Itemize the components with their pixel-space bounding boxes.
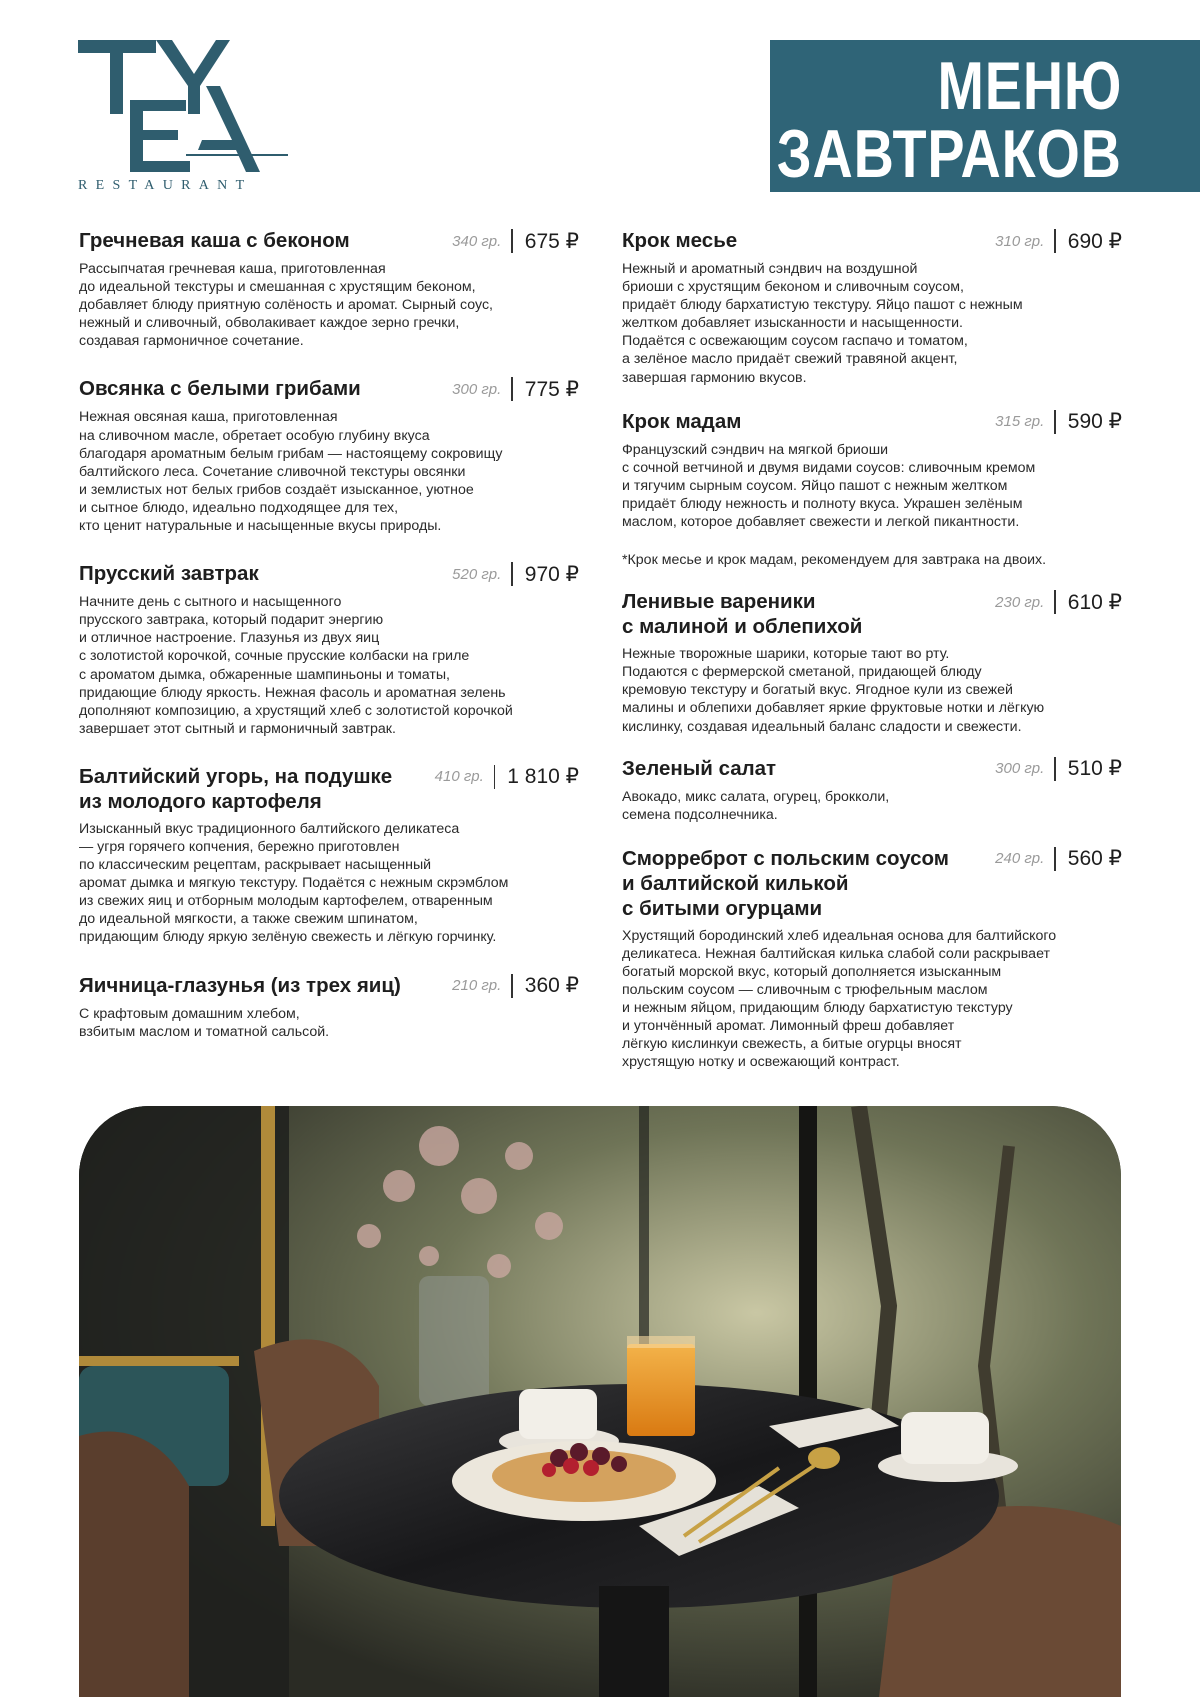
item-description: Рассыпчатая гречневая каша, приготовленная до идеальной текстуры и смешанная с хрустящим беконом, добавляет блюду приятную солёность и аромат. Сырный соус, нежный и сливочный, обволакивает каждое зерно гречки, создавая гармоничное сочетание. [79, 261, 494, 350]
item-weight: 340 гр. [452, 232, 502, 250]
item-price: 610 ₽ [1067, 590, 1122, 614]
menu-column-right [622, 228, 1122, 1072]
menu-item [79, 973, 579, 1041]
item-name: Балтийский угорь, на подушке из молодого картофеля [79, 764, 393, 813]
menu-item [79, 764, 579, 947]
item-weight: 410 гр. [434, 768, 484, 786]
divider [1054, 757, 1056, 781]
item-price: 970 ₽ [524, 562, 579, 586]
item-description: Изысканный вкус традиционного балтийского деликатеса — угря горячего копчения, бережно приготовлен по классическим рецептам, раскрывает насыщенный аромат дымка и мягкую текстуру. Подаётся с нежным скрэмблом из свежих яиц и отборным молодым картофелем, отваренным до идеальной мягкости, а также свежим шпинатом, придающим блюду яркую зелёную свежесть и лёгкую горчинку. [79, 820, 509, 946]
restaurant-logo [78, 38, 288, 198]
menu-item [622, 589, 1122, 735]
divider [511, 974, 513, 998]
item-description: Нежные творожные шарики, которые тают во рту. Подаются с фермерской сметаной, придающей блюду кремовую текстуру и богатый вкус. Ягодное кули из свежей малины и облепихи добавляет яркие фруктовые нотки и лёгкую кислинку, создавая идеальный баланс сладости и свежести. [622, 646, 1045, 735]
menu-item [622, 409, 1122, 531]
item-price: 590 ₽ [1067, 410, 1122, 434]
item-price: 360 ₽ [524, 974, 579, 998]
menu-title-banner [770, 40, 1200, 192]
item-description: Нежная овсяная каша, приготовленная на сливочном масле, обретает особую глубину вкуса благодаря ароматным белым грибам — настоящему сокровищу балтийского леса. Сочетание сливочной текстуры овсянки и землистых нот белых грибов создаёт изысканное, уютное и сытное блюдо, идеально подходящее для тех, кто ценит натуральные и насыщенные вкусы природы. [79, 409, 503, 535]
menu-title-line1: МЕНЮ [937, 48, 1122, 124]
item-price: 510 ₽ [1067, 757, 1122, 781]
item-weight: 315 гр. [995, 413, 1045, 431]
item-description: Начните день с сытного и насыщенного прусского завтрака, который подарит энергию и отличное настроение. Глазунья из двух яиц с золотистой корочкой, сочные прусские колбаски на гриле с ароматом дымка, обжаренные шампиньоны и томаты, придающие блюду яркость. Нежная фасоль и ароматная зелень дополняют композицию, а хрустящий хлеб с золотистой корочкой завершает этот сытный и гармоничный завтрак. [79, 594, 513, 737]
menu-item [79, 228, 579, 350]
item-description: Авокадо, микс салата, огурец, брокколи, семена подсолнечника. [622, 788, 890, 823]
item-name: Ленивые вареники с малиной и облепихой [622, 590, 863, 639]
recommendation-note: *Крок месье и крок мадам, рекомендуем для завтрака на двоих. [622, 552, 1047, 569]
item-price: 560 ₽ [1067, 847, 1122, 871]
divider [494, 765, 496, 789]
divider [1054, 590, 1056, 614]
divider [1054, 847, 1056, 871]
menu-item [622, 228, 1122, 387]
divider [1054, 410, 1056, 434]
item-name: Зеленый салат [622, 756, 777, 780]
item-weight: 300 гр. [452, 380, 502, 398]
item-price: 775 ₽ [524, 377, 579, 401]
divider [511, 377, 513, 401]
item-name: Гречневая каша с беконом [79, 229, 350, 252]
item-name: Сморреброт с польским соусом и балтийской килькой с битыми огурцами [622, 846, 949, 920]
item-description: Хрустящий бородинский хлеб идеальная основа для балтийского деликатеса. Нежная балтийская килька слабой соли раскрывает богатый морской вкус, который дополняется изысканным польским соусом — сливочным с трюфельным маслом и нежным яйцом, придающим блюду бархатистую текстуру и утончённый аромат. Лимонный фреш добавляет лёгкую кислинкуи свежесть, а битые огурцы вносят хрустящую нотку и освежающий контраст. [622, 927, 1057, 1071]
item-weight: 310 гр. [995, 232, 1045, 250]
item-price: 1 810 ₽ [507, 765, 579, 789]
menu-item [79, 376, 579, 535]
item-price: 690 ₽ [1067, 229, 1122, 253]
menu-item [622, 846, 1122, 1072]
logo-monogram-icon [78, 38, 288, 178]
logo-subtitle: RESTAURANT [78, 178, 253, 193]
cafe-table-illustration [79, 1106, 1121, 1697]
breakfast-table-photo [79, 1106, 1121, 1697]
item-name: Прусский завтрак [79, 562, 259, 586]
menu-column-left [79, 228, 579, 1041]
menu-title-line2: ЗАВТРАКОВ [776, 116, 1122, 192]
item-description: Нежный и ароматный сэндвич на воздушной бриоши с хрустящим беконом и сливочным соусом, придаёт блюду бархатистую текстуру. Яйцо пашот с нежным желтком добавляет изысканности и насыщенности. Подаётся с освежающим соусом гаспачо и томатом, а зелёное масло придаёт свежий травяной акцент, завершая гармонию вкусов. [622, 261, 1023, 386]
item-weight: 210 гр. [452, 977, 502, 995]
item-name: Крок месье [622, 229, 738, 252]
item-name: Крок мадам [622, 409, 742, 433]
item-name: Овсянка с белыми грибами [79, 377, 361, 401]
item-weight: 300 гр. [995, 760, 1045, 778]
item-weight: 240 гр. [995, 850, 1045, 868]
item-name: Яичница-глазунья (из трех яиц) [79, 973, 401, 997]
divider [511, 562, 513, 586]
item-description: Французский сэндвич на мягкой бриоши с сочной ветчиной и двумя видами соусов: сливочным кремом и тягучим сырным соусом. Яйцо пашот с нежным желтком придаёт блюду нежность и полноту вкуса. Украшен зелёным маслом, которое добавляет свежести и легкой пикантности. [622, 441, 1036, 531]
item-price: 675 ₽ [524, 229, 579, 253]
menu-item [622, 756, 1122, 824]
item-description: С крафтовым домашним хлебом, взбитым маслом и томатной сальсой. [79, 1005, 330, 1040]
item-weight: 520 гр. [452, 565, 502, 583]
divider [511, 229, 513, 253]
menu-item [79, 561, 579, 738]
item-weight: 230 гр. [995, 593, 1045, 611]
divider [1054, 229, 1056, 253]
